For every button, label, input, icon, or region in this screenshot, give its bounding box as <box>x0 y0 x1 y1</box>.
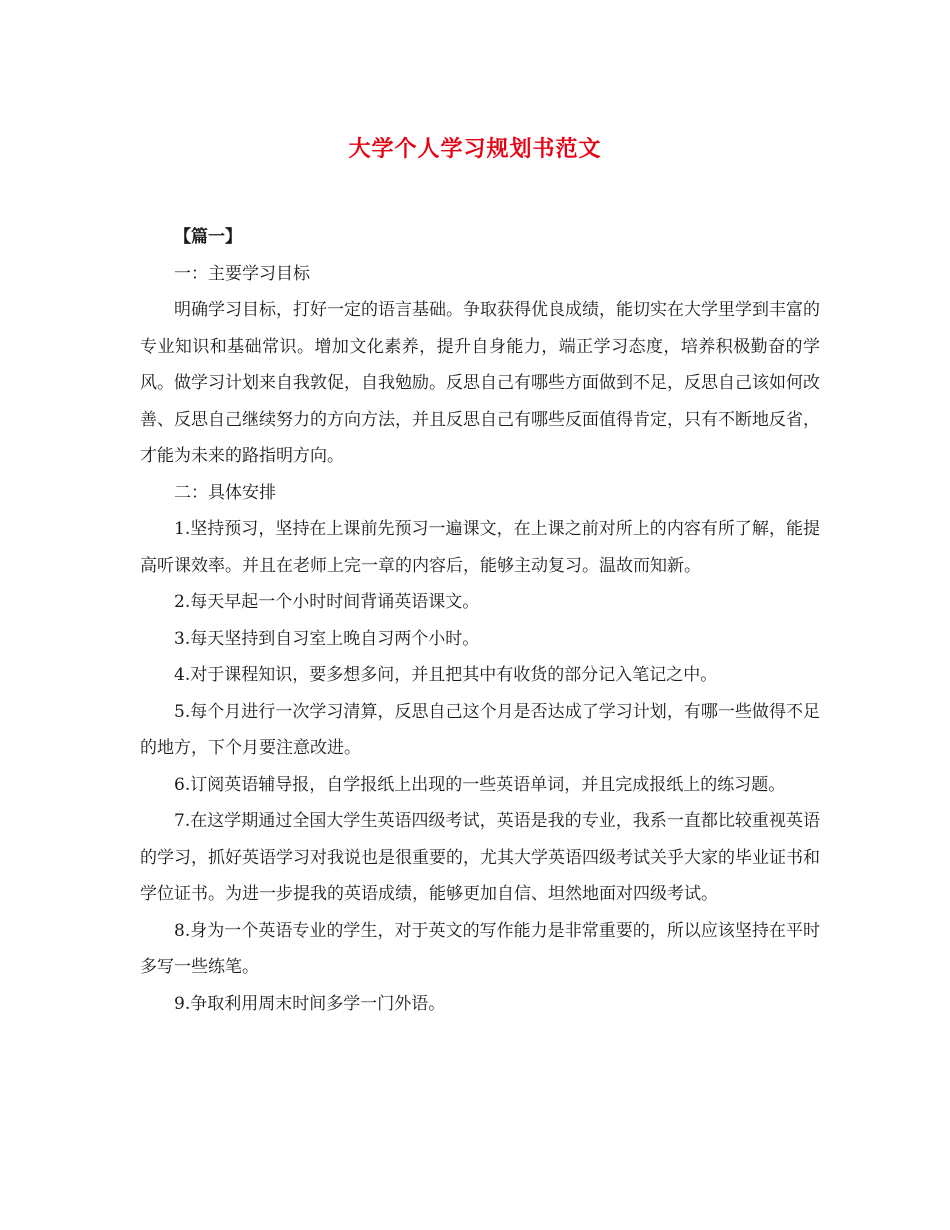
list-item: 3.每天坚持到自习室上晚自习两个小时。 <box>174 628 480 649</box>
list-item: 8.身为一个英语专业的学生，对于英文的写作能力是非常重要的，所以应该坚持在平时多写一些练笔。 <box>140 920 820 977</box>
list-item: 4.对于课程知识，要多想多问，并且把其中有收货的部分记入笔记之中。 <box>174 665 718 685</box>
list-item: 1.坚持预习，坚持在上课前先预习一遍课文，在上课之前对所上的内容有所了解，能提高听课效率。并且在老师上完一章的内容后，能够主动复习。温故而知新。 <box>140 519 820 576</box>
document-body <box>140 219 820 1022</box>
list-item: 2.每天早起一个小时时间背诵英语课文。 <box>174 592 480 612</box>
section-label: 【篇一】 <box>174 227 242 247</box>
list-item: 7.在这学期通过全国大学生英语四级考试，英语是我的专业，我系一直都比较重视英语的学习，抓好英语学习对我说也是很重要的，尤其大学英语四级考试关乎大家的毕业证书和学位证书。为进一步提我的英语成绩，能够更加自信、坦然地面对四级考试。 <box>140 811 820 904</box>
heading-arrangement: 二：具体安排 <box>174 482 276 503</box>
document-title: 大学个人学习规划书范文 <box>348 136 602 162</box>
list-item: 9.争取利用周末时间多学一门外语。 <box>174 993 446 1014</box>
list-item: 6.订阅英语辅导报，自学报纸上出现的一些英语单词，并且完成报纸上的练习题。 <box>174 774 786 795</box>
paragraph-goals: 明确学习目标，打好一定的语言基础。争取获得优良成绩，能切实在大学里学到丰富的专业知识和基础常识。增加文化素养，提升自身能力，端正学习态度，培养积极勤奋的学风。做学习计划来自我敦促，自我勉励。反思自己有哪些方面做到不足，反思自己该如何改善、反思自己继续努力的方向方法，并且反思自己有哪些反面值得肯定，只有不断地反省，才能为未来的路指明方向。 <box>140 300 820 466</box>
heading-goals: 一：主要学习目标 <box>174 263 310 284</box>
list-item: 5.每个月进行一次学习清算，反思自己这个月是否达成了学习计划，有哪一些做得不足的地方，下个月要注意改进。 <box>140 701 820 758</box>
